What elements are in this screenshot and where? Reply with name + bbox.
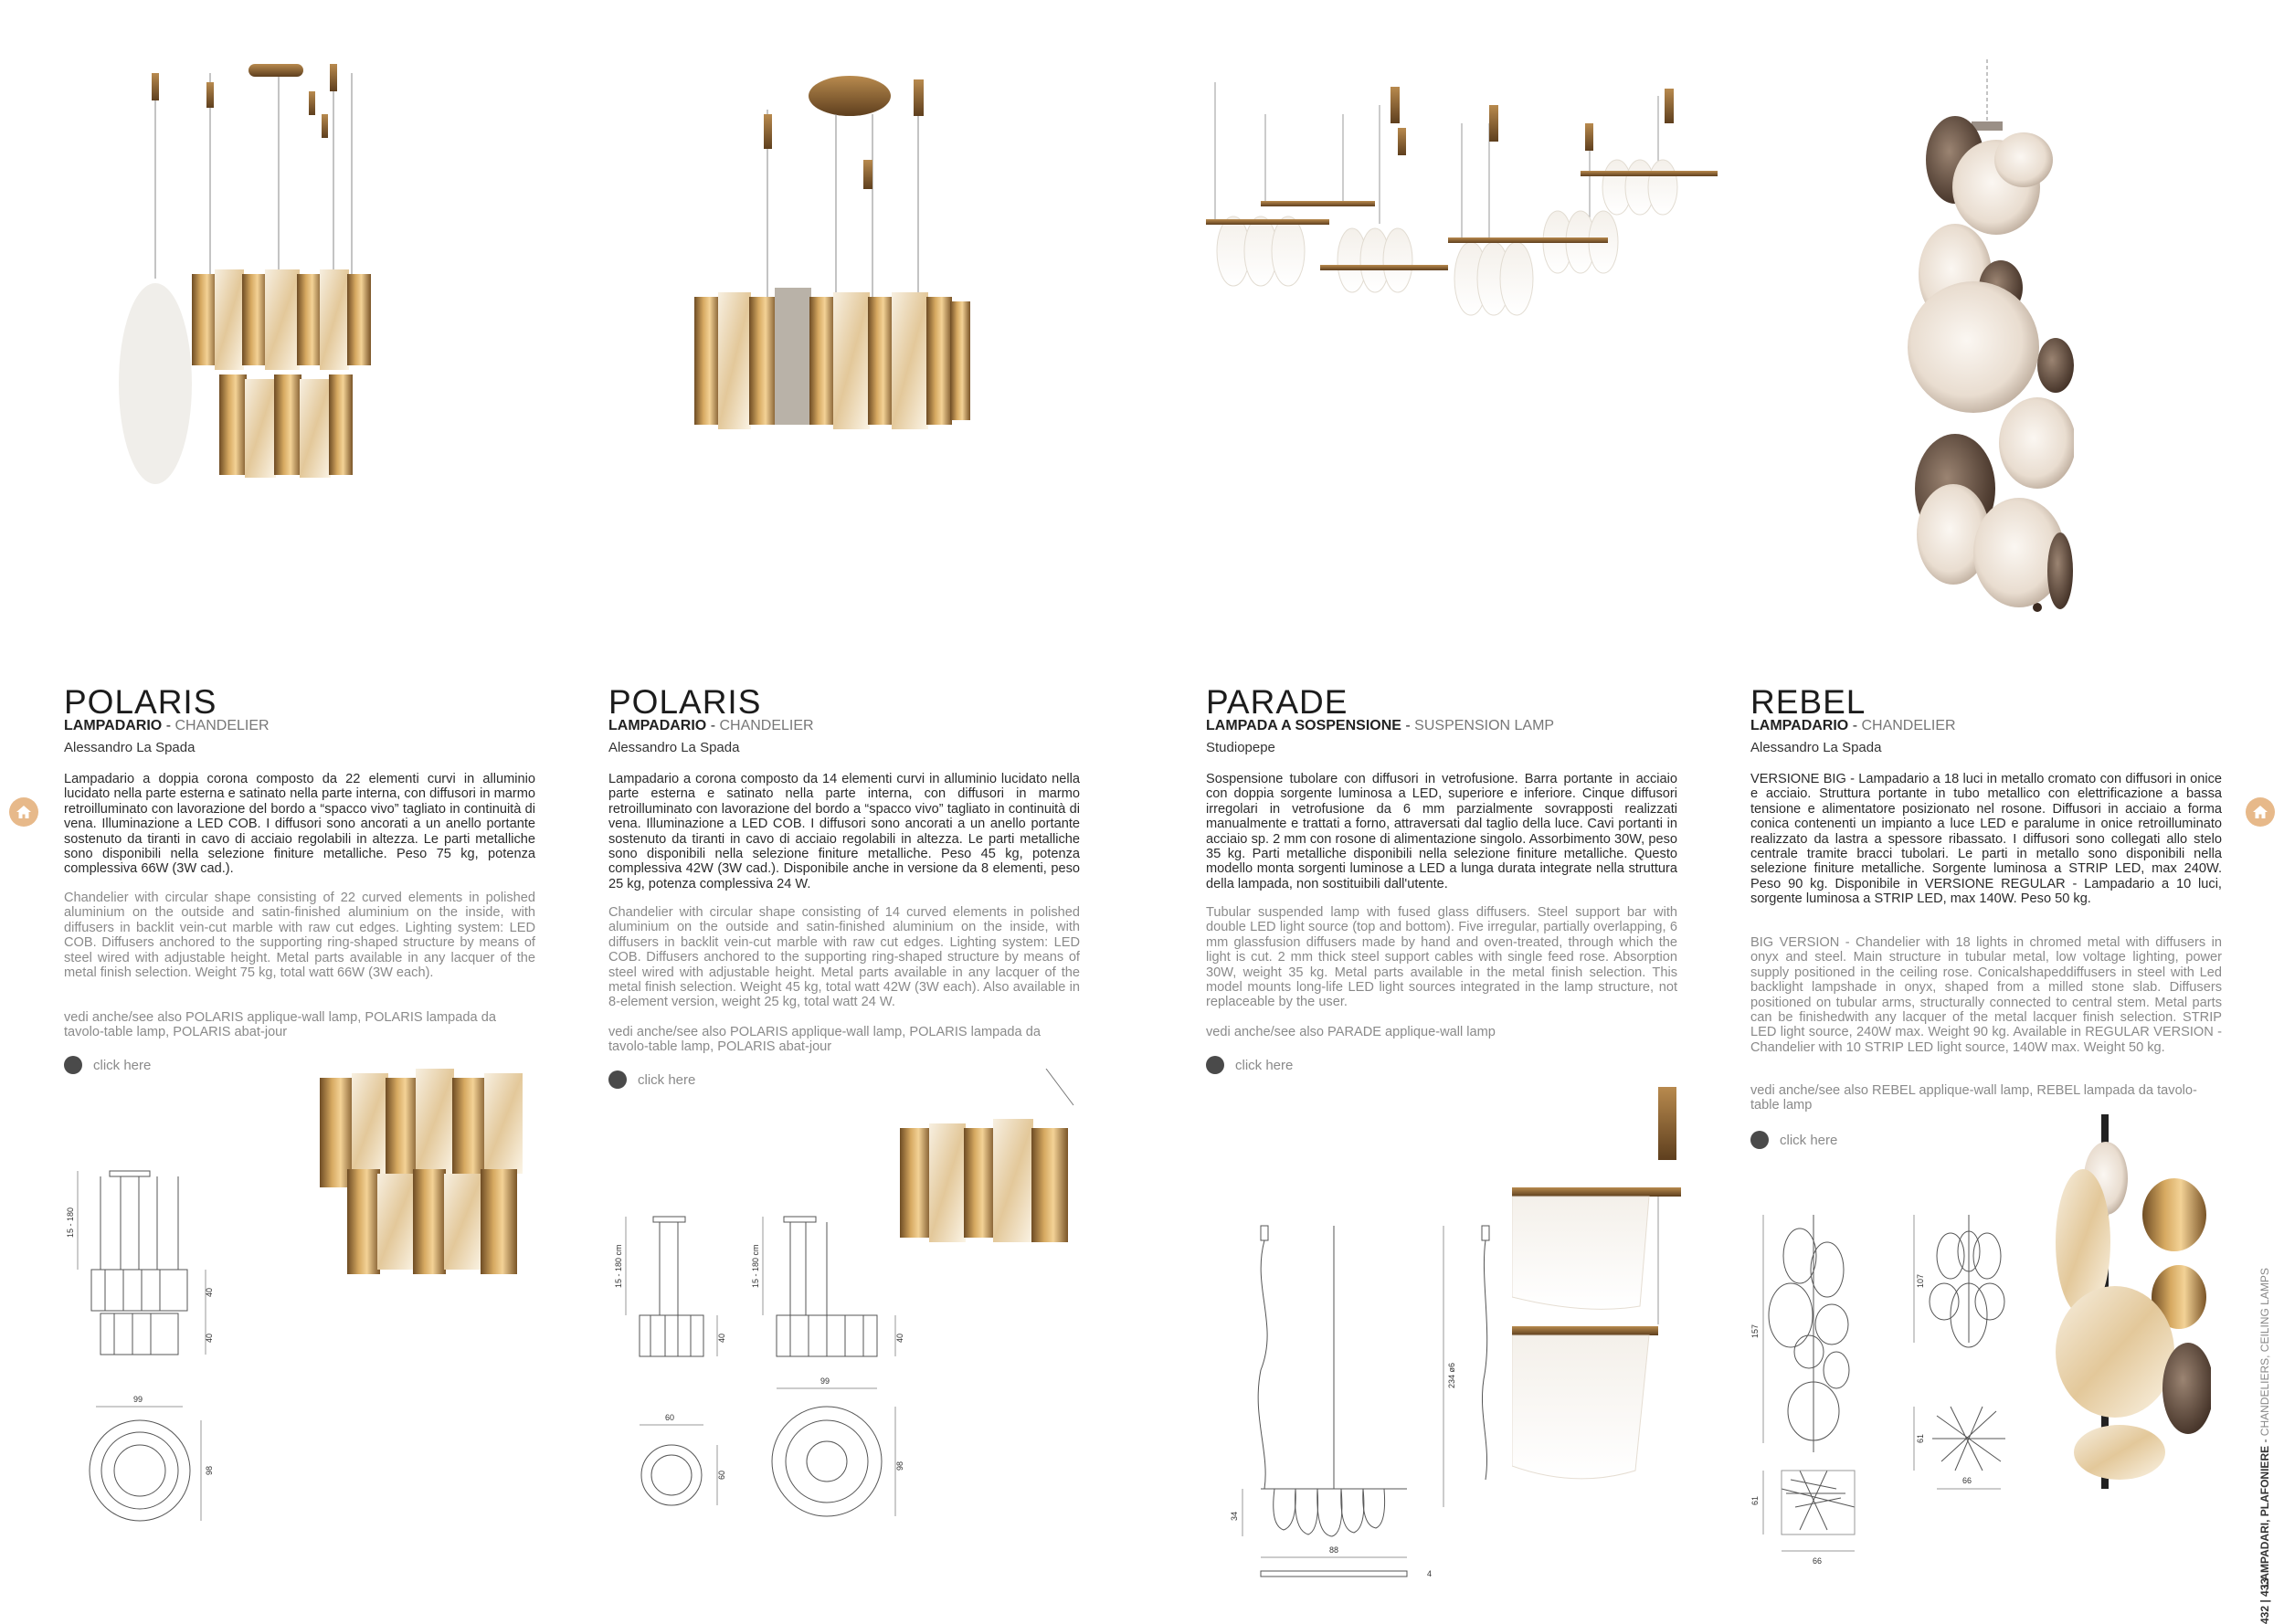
see-also: vedi anche/see also POLARIS applique-wall lamp, POLARIS lampada da tavolo-table lamp, POLARIS abat-jour (64, 1010, 496, 1040)
product-type-en: SUSPENSION LAMP (1414, 718, 1555, 733)
dim-base: 61 (1750, 1495, 1760, 1505)
polaris-detail-photo (311, 1069, 539, 1279)
rebel-photo (1900, 59, 2074, 617)
product-type: LAMPADA A SOSPENSIONE - SUSPENSION LAMP (1206, 718, 1555, 733)
description-en: Chandelier with circular shape consisting of 14 curved elements in polished aluminium on the outside and satin-finished aluminium on the inside, with diffusers in backlit vein-cut marble with raw cut edges. Lighting system: LED COB. Diffusers anchored to the supporting ring-shaped structure by means of steel wired with adjustable height. Metal parts available in any lacquer of the metal finish selection. Weight 45 kg, total watt 42W (3W each). Also available in 8-element version, weight 25 kg, total watt 24 W. (608, 905, 1080, 1010)
description-en: Chandelier with circular shape consisting of 22 curved elements in polished aluminium on the outside and satin-finished aluminium on the inside, with diffusers in backlit vein-cut marble with raw cut edges. Lighting system: LED COB. Diffusers anchored to the supporting ring-shaped structure by means of steel wired with adjustable height. Metal parts available in any lacquer of the metal finish selection. Weight 75 kg, total watt 66W (3W each). (64, 891, 535, 981)
dim-height: 234 ø6 (1447, 1362, 1456, 1388)
home-icon (16, 804, 32, 820)
rebel-technical-drawing (1745, 1215, 2056, 1571)
dim-length: 88 (1329, 1545, 1339, 1555)
description-it: Sospensione tubolare con diffusori in vetrofusione. Barra portante in acciaio con doppia sorgente luminosa a LED, superiore e inferiore. Cinque diffusori irregolari in vetrofusione da 6 mm parzialmente sovrapposti realizzati manualmente e trattati a forno, attraversati dal taglio della luce. Cavi portanti in acciaio sp. 2 mm con rosone di alimentazione singolo. Assorbimento 30W, peso 35 kg. Parti metalliche disponibili nella selezione finiture metalliche. Questo modello monta sorgenti luminose a LED a lunga durata integrate nella struttura della lampada, non sostituibili dall'utente. (1206, 772, 1677, 891)
dim-base: 61 (1916, 1433, 1925, 1443)
section-it: LAMPADARI, PLAFONIERE (2258, 1445, 2271, 1587)
home-button-right[interactable] (2246, 797, 2275, 827)
product-title: PARADE (1206, 683, 1348, 721)
click-here-label: click here (1780, 1132, 1838, 1148)
product-type-en: CHANDELIER (174, 718, 270, 733)
dim-width: 99 (133, 1395, 143, 1404)
dim-height: 157 (1750, 1323, 1760, 1338)
product-type-en: CHANDELIER (1861, 718, 1956, 733)
dim-diffuser: 34 (1230, 1511, 1239, 1521)
dim-width: 99 (820, 1376, 830, 1386)
product-title: POLARIS (608, 683, 762, 721)
product-designer: Studiopepe (1206, 740, 1275, 755)
see-also: vedi anche/see also PARADE applique-wall lamp (1206, 1025, 1496, 1039)
dim-upper: 40 (205, 1287, 214, 1297)
product-type-it: LAMPADARIO (608, 718, 707, 733)
product-designer: Alessandro La Spada (64, 740, 196, 755)
dim-lower: 40 (205, 1333, 214, 1343)
bullet-icon (1750, 1131, 1769, 1149)
click-here-link[interactable] (1750, 1131, 1837, 1149)
product-type-en: CHANDELIER (719, 718, 814, 733)
product-type: LAMPADARIO - CHANDELIER (608, 718, 814, 733)
dim-height: 15 - 180 cm (614, 1244, 623, 1288)
product-type-it: LAMPADA A SOSPENSIONE (1206, 718, 1401, 733)
dim-height: 15 - 180 cm (751, 1244, 760, 1288)
description-it: Lampadario a corona composto da 14 elementi curvi in alluminio lucidato nella parte esterna e satinato nella parte interna, con diffusori in marmo retroilluminato con lavorazione del bordo a “spacco vivo” tagliato in continuità di vena. Illuminazione a LED COB. I diffusori sono ancorati a un anello portante sostenuto da tiranti in cavo di acciaio regolabili in altezza. Le parti metalliche sono disponibili nella selezione finiture metalliche. Peso 45 kg, potenza complessiva 42W (3W cad.). Disponibile anche in versione da 8 elementi, peso 25 kg, potenza complessiva 24 W. (608, 772, 1080, 891)
home-button-left[interactable] (9, 797, 38, 827)
rebel-detail-photo (2051, 1114, 2211, 1489)
product-designer: Alessandro La Spada (608, 740, 740, 755)
click-here-link[interactable] (1206, 1056, 1293, 1074)
section-label: LAMPADARI, PLAFONIERE - CHANDELIERS, CEILING LAMPS (2258, 1268, 2271, 1587)
product-title: POLARIS (64, 683, 217, 721)
click-here-label: click here (93, 1057, 152, 1073)
product-type: LAMPADARIO - CHANDELIER (64, 718, 270, 733)
product-title: REBEL (1750, 683, 1866, 721)
section-en: CHANDELIERS, CEILING LAMPS (2258, 1268, 2271, 1437)
page-numbers: 432 | 433 (2258, 1577, 2271, 1624)
home-icon (2252, 804, 2268, 820)
dim-diameter: 98 (205, 1465, 214, 1475)
description-en: BIG VERSION - Chandelier with 18 lights in chromed metal with diffusers in onyx and steel. Main structure in tubular metal, low voltage lighting, power supply positioned in the ceiling rose. Conicalshapeddiffusers in steel with Led backlight lampshade in onyx, shaped from a milled stone slab. Diffusers positioned on tubular arms, structurally connected to central stem. Metal parts can be finishedwith any lacquer of the metal lacquer finish selection. STRIP LED light source, 240W max. Weight 90 kg. Available in REGULAR VERSION - Chandelier with 10 STRIP LED light source, 140W max. Weight 50 kg. (1750, 935, 2222, 1055)
description-it: Lampadario a doppia corona composto da 22 elementi curvi in alluminio lucidato nella parte esterna e satinato nella parte interna, con diffusori in marmo retroilluminato con lavorazione del bordo a “spacco vivo” tagliato in continuità di vena. Illuminazione a LED COB. I diffusori sono ancorati a un anello portante sostenuto da tiranti in cavo di acciaio regolabili in altezza. Le parti metalliche sono disponibili nella selezione finiture metalliche. Peso 75 kg, potenza complessiva 66W (3W cad.). (64, 772, 535, 877)
dim-width: 66 (1962, 1476, 1972, 1485)
bullet-icon (1206, 1056, 1224, 1074)
parade-detail-photo (1512, 1087, 1681, 1498)
dim-width: 66 (1813, 1556, 1823, 1566)
see-also: vedi anche/see also REBEL applique-wall lamp, REBEL lampada da tavolo-table lamp (1750, 1083, 2197, 1113)
polaris-technical-drawing (55, 1160, 238, 1534)
click-here-link[interactable] (608, 1070, 695, 1089)
dim-crown: 40 (717, 1333, 726, 1343)
parade-technical-drawing (1197, 1215, 1489, 1580)
description-it: VERSIONE BIG - Lampadario a 18 luci in metallo cromato con diffusori in onice e acciaio. Struttura portante in tubo metallico con elettrificazione a bassa tensione e alimentatore posizionato nel rosone. Diffusori in acciaio a forma conica contenenti un impianto a luce LED e paralume in onice retroilluminato realizzato da lastra a spessore ribassato. I diffusori sono collegati allo stelo centrale tramite bracci tubolari. Le parti in metallo sono disponibili nella selezione finiture metalliche. Sorgente luminosa a STRIP LED, max 240W. Peso 90 kg. Disponibile in VERSIONE REGULAR - Lampadario a 10 luci, sorgente luminosa a STRIP LED, max 140W. Peso 50 kg. (1750, 772, 2222, 907)
polaris-single-crown-photo (676, 69, 987, 452)
dim-diameter: 98 (895, 1461, 904, 1471)
product-type: LAMPADARIO - CHANDELIER (1750, 718, 1956, 733)
click-here-label: click here (1235, 1057, 1294, 1073)
dim-height: 107 (1916, 1273, 1925, 1288)
dim-depth: 4 (1427, 1569, 1433, 1578)
click-here-link[interactable] (64, 1056, 151, 1074)
dim-width: 60 (665, 1413, 675, 1422)
parade-photo (1197, 59, 1718, 352)
product-type-it: LAMPADARIO (1750, 718, 1849, 733)
description-en: Tubular suspended lamp with fused glass diffusers. Steel support bar with double LED light source (top and bottom). Five irregular, partially overlapping, 6 mm glassfusion diffusers made by hand and oven-treated, through which the light is cut. 2 mm thick steel support cables with single feed rose. Absorption 30W, weight 35 kg. Metal parts available in the metal finish selection. This model mounts long-life LED light sources integrated in the lamp structure, not replaceable by the user. (1206, 905, 1677, 1010)
polaris-single-technical-drawing (603, 1206, 932, 1525)
see-also: vedi anche/see also POLARIS applique-wall lamp, POLARIS lampada da tavolo-table lamp, POLARIS abat-jour (608, 1025, 1041, 1055)
parade-side-drawing (1471, 1224, 1507, 1489)
polaris-double-crown-photo (100, 55, 448, 502)
product-designer: Alessandro La Spada (1750, 740, 1882, 755)
click-here-label: click here (638, 1071, 696, 1088)
dim-diameter: 60 (717, 1470, 726, 1480)
bullet-icon (64, 1056, 82, 1074)
product-type-it: LAMPADARIO (64, 718, 163, 733)
bullet-icon (608, 1070, 627, 1089)
dim-crown: 40 (895, 1333, 904, 1343)
dim-height: 15 - 180 (66, 1207, 75, 1238)
